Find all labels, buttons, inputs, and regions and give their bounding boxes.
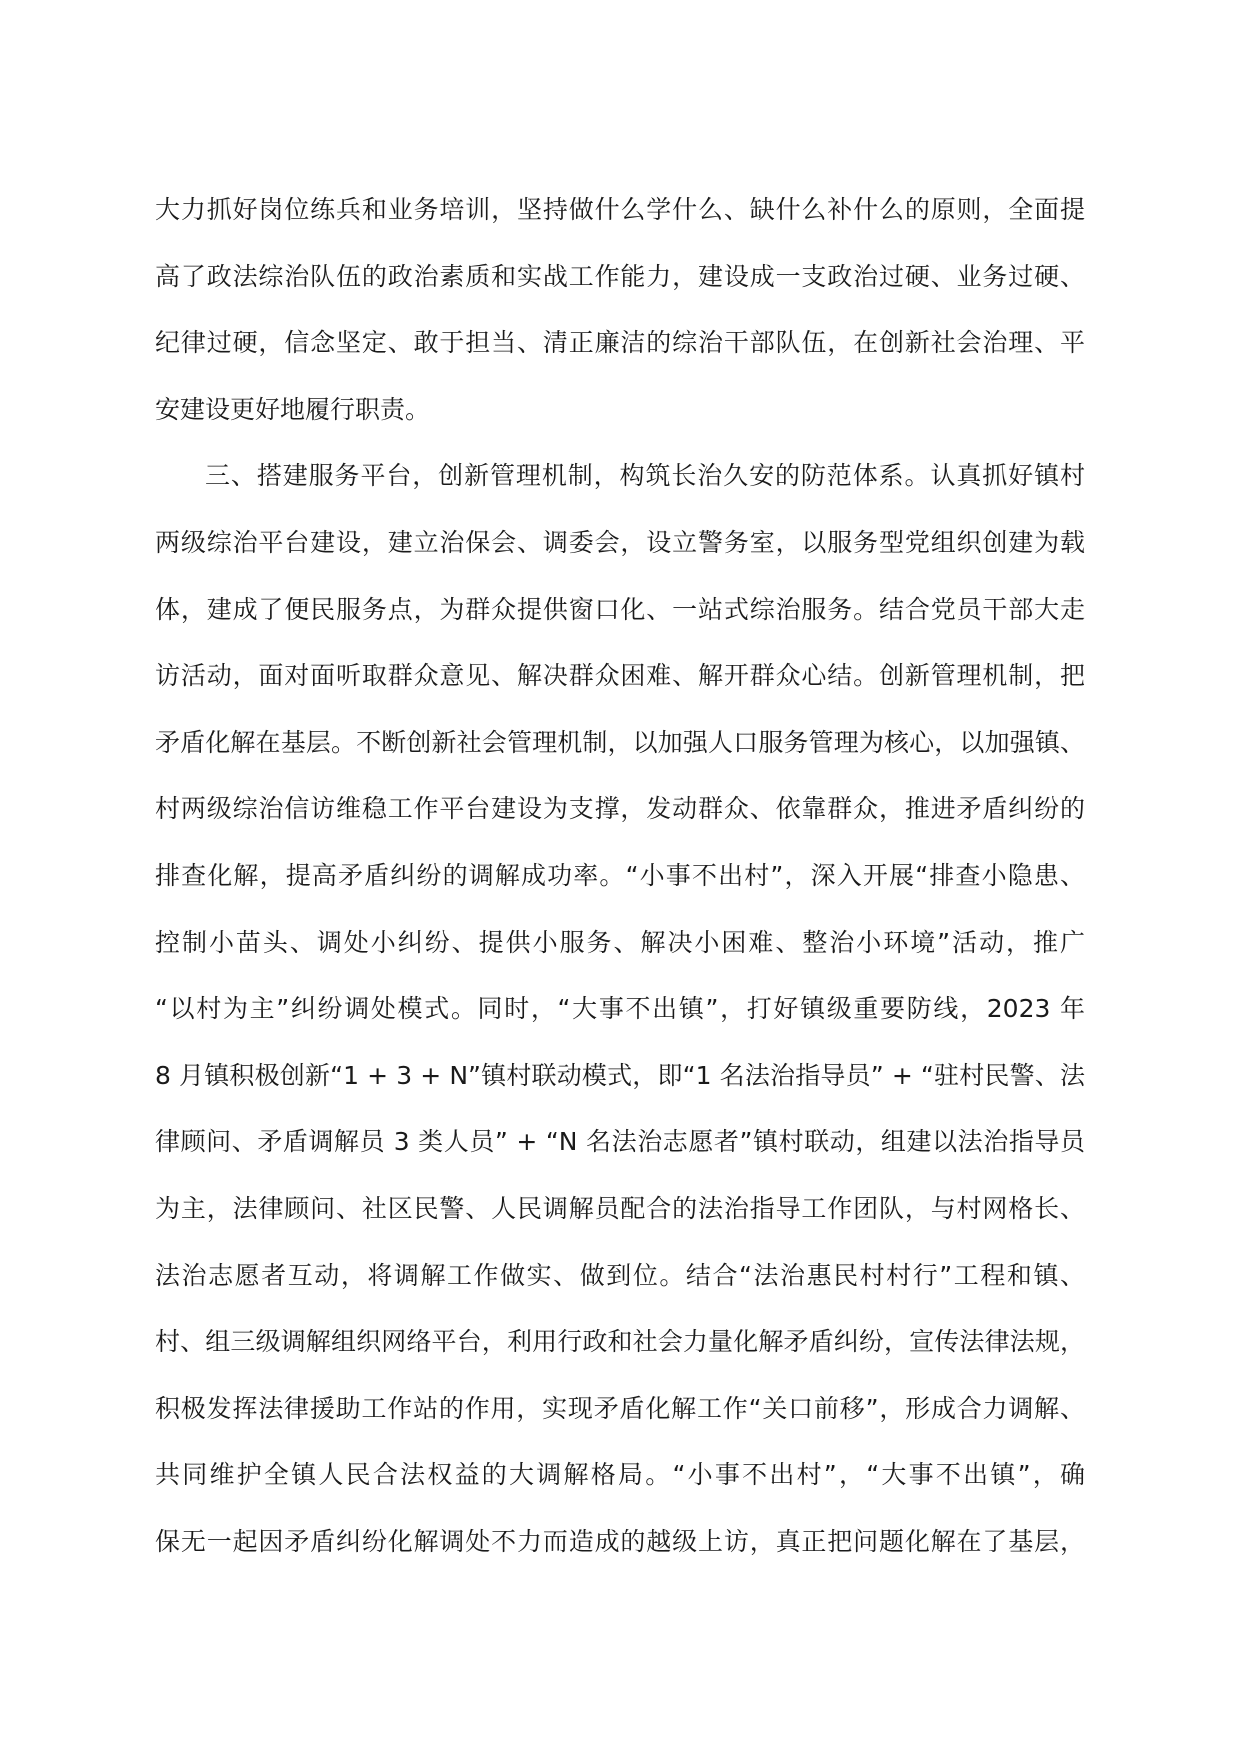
paragraph-line xyxy=(155,590,1085,657)
line-text: 体，建成了便民服务点，为群众提供窗口化、一站式综治服务。结合党员干部大走 xyxy=(155,594,1085,624)
paragraph-line xyxy=(155,1522,1085,1589)
paragraph-line xyxy=(155,523,1085,590)
paragraph-line xyxy=(155,1189,1085,1256)
paragraph-line xyxy=(155,1389,1085,1456)
paragraph-line xyxy=(155,1455,1085,1522)
line-text: 大力抓好岗位练兵和业务培训，坚持做什么学什么、缺什么补什么的原则，全面提 xyxy=(155,195,1085,224)
line-text: 排查化解，提高矛盾纠纷的调解成功率。“小事不出村”，深入开展“排查小隐患、 xyxy=(155,860,1085,890)
paragraph-line xyxy=(155,789,1085,856)
line-text: 积极发挥法律援助工作站的作用，实现矛盾化解工作“关口前移”，形成合力调解、 xyxy=(155,1393,1085,1423)
paragraph-line xyxy=(155,656,1085,723)
line-text: “以村为主”纠纷调处模式。同时，“大事不出镇”，打好镇级重要防线，2023 年 xyxy=(155,994,1085,1024)
line-text: 控制小苗头、调处小纠纷、提供小服务、解决小困难、整治小环境”活动，推广 xyxy=(155,927,1085,957)
paragraph-line xyxy=(155,1056,1085,1123)
line-text: 保无一起因矛盾纠纷化解调处不力而造成的越级上访，真正把问题化解在了基层， xyxy=(155,1526,1085,1556)
line-text: 两级综治平台建设，建立治保会、调委会，设立警务室，以服务型党组织创建为载 xyxy=(155,527,1085,557)
paragraph-line xyxy=(155,989,1085,1056)
line-text: 纪律过硬，信念坚定、敢于担当、清正廉洁的综治干部队伍，在创新社会治理、平 xyxy=(155,328,1085,358)
line-text: 村两级综治信访维稳工作平台建设为支撑，发动群众、依靠群众，推进矛盾纠纷的 xyxy=(155,794,1085,824)
paragraph-line xyxy=(155,1322,1085,1389)
line-text: 矛盾化解在基层。不断创新社会管理机制，以加强人口服务管理为核心，以加强镇、 xyxy=(155,727,1085,757)
paragraph-line xyxy=(155,190,1085,257)
line-text: 村、组三级调解组织网络平台，利用行政和社会力量化解矛盾纠纷，宣传法律法规， xyxy=(155,1327,1085,1357)
paragraph-line xyxy=(155,390,1085,457)
paragraph-line xyxy=(155,856,1085,923)
paragraph-line xyxy=(155,1122,1085,1189)
line-text: 为主，法律顾问、社区民警、人民调解员配合的法治指导工作团队，与村网格长、 xyxy=(155,1193,1085,1223)
line-text: 共同维护全镇人民合法权益的大调解格局。“小事不出村”，“大事不出镇”，确 xyxy=(155,1460,1085,1490)
line-text: 法治志愿者互动，将调解工作做实、做到位。结合“法治惠民村村行”工程和镇、 xyxy=(155,1260,1085,1290)
line-text: 安建设更好地履行职责。 xyxy=(155,394,431,424)
paragraph-line xyxy=(155,323,1085,390)
document-body xyxy=(155,190,1085,1588)
line-text: 高了政法综治队伍的政治素质和实战工作能力，建设成一支政治过硬、业务过硬、 xyxy=(155,261,1085,291)
line-text: 三、搭建服务平台，创新管理机制，构筑长治久安的防范体系。认真抓好镇村 xyxy=(205,461,1085,491)
paragraph-line xyxy=(155,1256,1085,1323)
line-text: 律顾问、矛盾调解员 3 类人员” + “N 名法治志愿者”镇村联动，组建以法治指导员 xyxy=(155,1127,1085,1157)
line-text: 访活动，面对面听取群众意见、解决群众困难、解开群众心结。创新管理机制，把 xyxy=(155,661,1085,691)
paragraph-line xyxy=(155,723,1085,790)
paragraph-line xyxy=(155,456,1085,523)
paragraph-line xyxy=(155,257,1085,324)
line-text: 8 月镇积极创新“1 + 3 + N”镇村联动模式，即“1 名法治指导员” + “驻村民警、法 xyxy=(155,1060,1085,1090)
paragraph-line xyxy=(155,923,1085,990)
